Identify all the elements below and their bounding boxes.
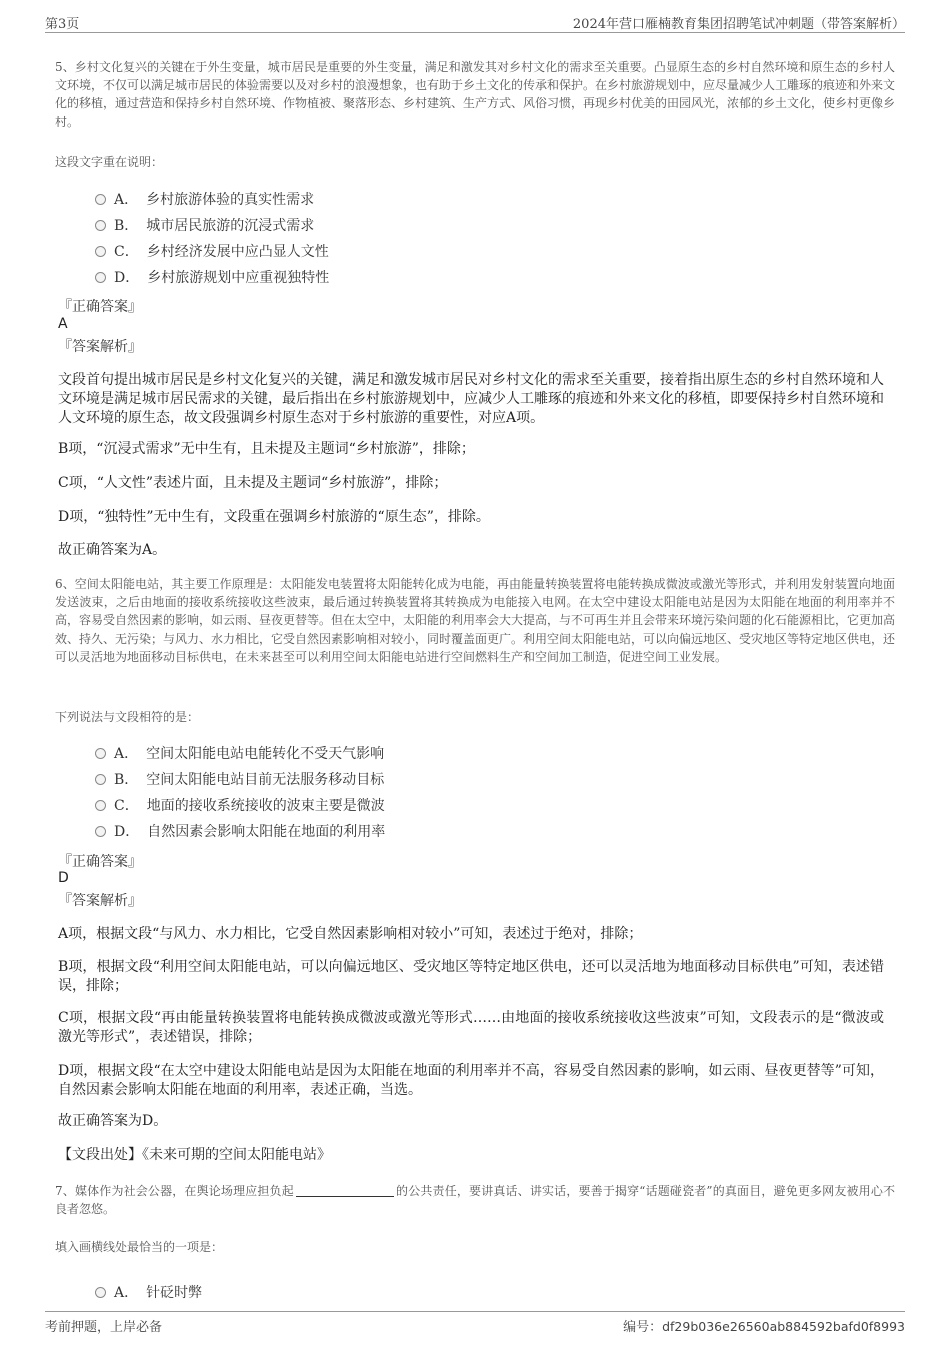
q6-answer-label: 『正确答案』 (58, 854, 142, 870)
q5-option-b[interactable]: B． 城市居民旅游的沉浸式需求 (95, 213, 329, 239)
q7-prompt: 填入画横线处最恰当的一项是： (55, 1240, 224, 1254)
q7-stem: 7、媒体作为社会公器，在舆论场理应担负起 的公共责任，要讲真话、讲实话，要善于揭穿“话题碰瓷者”的真面目，避免更多网友被用心不良者忽悠。 (55, 1184, 895, 1217)
q6-conclusion: 故正确答案为D。 (58, 1113, 168, 1129)
q6-option-b[interactable]: B． 空间太阳能电站目前无法服务移动目标 (95, 767, 385, 793)
q5-analysis-d: D项，“独特性”无中生有，文段重在强调乡村旅游的“原生态”，排除。 (58, 509, 490, 525)
q5-analysis-main: 文段首句提出城市居民是乡村文化复兴的关键，满足和激发城市居民对乡村文化的需求至关重要，接着指出原生态的乡村自然环境和人文环境是满足城市居民需求的关键，最后指出在乡村旅游规划中，应减少人工雕琢的痕迹和外来文化的移植，即要保持乡村自然环境和人文环境的原生态，故文段强调乡村原生态对于乡村旅游的重要性，对应A项。 (58, 372, 884, 426)
radio-icon[interactable] (95, 220, 106, 231)
q6-analysis-d: D项，根据文段“在太空中建设太阳能电站是因为太阳能在地面的利用率并不高，容易受自然因素的影响，如云雨、昼夜更替等”可知，自然因素会影响太阳能在地面的利用率，表述正确，当选。 (58, 1063, 884, 1098)
document-code: 编号：df29b036e26560ab884592bafd0f8993 (623, 1319, 905, 1335)
q5-conclusion: 故正确答案为A。 (58, 542, 167, 558)
page-number: 第3页 (45, 17, 80, 32)
q6-option-a[interactable]: A． 空间太阳能电站电能转化不受天气影响 (95, 741, 385, 767)
q6-answer: D (58, 870, 69, 886)
radio-icon[interactable] (95, 826, 106, 837)
q5-options (95, 187, 329, 291)
q5-analysis-b: B项，“沉浸式需求”无中生有，且未提及主题词“乡村旅游”，排除； (58, 441, 475, 457)
q6-option-d[interactable]: D． 自然因素会影响太阳能在地面的利用率 (95, 819, 385, 845)
q5-answer: A (58, 316, 68, 332)
q6-stem: 6、空间太阳能电站，其主要工作原理是：太阳能发电装置将太阳能转化成为电能，再由能量转换装置将电能转换成微波或激光等形式，并利用发射装置向地面发送波束，之后由地面的接收系统接收这些波束，最后通过转换装置将其转换成为电能接入电网。在太空中建设太阳能电站是因为太阳能在地面的利用率并不高，容易受自然因素的影响，如云雨、昼夜更替等。但在太空中，太阳能的利用率会大大提高，与不可再生并且会带来环境污染问题的化石能源相比，它更加高效、持久、无污染；与风力、水力相比，它受自然因素影响相对较小，同时覆盖面更广。利用空间太阳能电站，可以向偏远地区、受灾地区等特定地区供电，还可以灵活地为地面移动目标供电，在未来甚至可以利用空间太阳能电站进行空间燃料生产和空间加工制造，促进空间工业发展。 (55, 577, 896, 664)
q7-options (95, 1280, 202, 1306)
q6-analysis-label: 『答案解析』 (58, 893, 142, 909)
radio-icon[interactable] (95, 194, 106, 205)
q5-option-c[interactable]: C． 乡村经济发展中应凸显人文性 (95, 239, 329, 265)
q6-analysis-b: B项，根据文段“利用空间太阳能电站，可以向偏远地区、受灾地区等特定地区供电，还可以灵活地为地面移动目标供电”可知，表述错误，排除； (58, 959, 884, 994)
q5-analysis-label: 『答案解析』 (58, 339, 142, 355)
page-footer (45, 1311, 905, 1336)
q6-analysis-a: A项，根据文段“与风力、水力相比，它受自然因素影响相对较小”可知，表述过于绝对，排除； (58, 926, 643, 942)
document-title: 2024年营口雁楠教育集团招聘笔试冲刺题（带答案解析） (572, 17, 905, 32)
q5-prompt: 这段文字重在说明： (55, 155, 164, 169)
q6-options (95, 741, 385, 845)
q5-stem: 5、乡村文化复兴的关键在于外生变量，城市居民是重要的外生变量，满足和激发其对乡村文化的需求至关重要。凸显原生态的乡村自然环境和原生态的乡村人文环境，不仅可以满足城市居民的体验需要以及对乡村的浪漫想象，也有助于乡土文化的传承和保护。在乡村旅游规划中，应尽量减少人工雕琢的痕迹和外来文化的移植，通过营造和保持乡村自然环境、作物植被、聚落形态、乡村建筑、生产方式、风俗习惯，再现乡村优美的田园风光，浓郁的乡土文化，使乡村更像乡村。 (55, 60, 896, 129)
q6-source: 【文段出处】《未来可期的空间太阳能电站》 (58, 1147, 331, 1163)
radio-icon[interactable] (95, 774, 106, 785)
radio-icon[interactable] (95, 748, 106, 759)
page-header (45, 10, 905, 33)
radio-icon[interactable] (95, 246, 106, 257)
q6-option-c[interactable]: C． 地面的接收系统接收的波束主要是微波 (95, 793, 385, 819)
q7-option-a[interactable]: A． 针砭时弊 (95, 1280, 202, 1306)
radio-icon[interactable] (95, 1287, 106, 1298)
q5-answer-label: 『正确答案』 (58, 299, 142, 315)
q5-analysis-c: C项，“人文性”表述片面，且未提及主题词“乡村旅游”，排除； (58, 475, 448, 491)
radio-icon[interactable] (95, 800, 106, 811)
footer-slogan: 考前押题，上岸必备 (45, 1320, 163, 1335)
q6-analysis-c: C项，根据文段“再由能量转换装置将电能转换成微波或激光等形式……由地面的接收系统接收这些波束”可知，文段表示的是“微波或激光等形式”，表述错误，排除； (58, 1010, 884, 1045)
q5-option-d[interactable]: D． 乡村旅游规划中应重视独特性 (95, 265, 329, 291)
q6-prompt: 下列说法与文段相符的是： (55, 710, 200, 724)
radio-icon[interactable] (95, 272, 106, 283)
fill-blank (296, 1184, 394, 1197)
q5-option-a[interactable]: A． 乡村旅游体验的真实性需求 (95, 187, 329, 213)
